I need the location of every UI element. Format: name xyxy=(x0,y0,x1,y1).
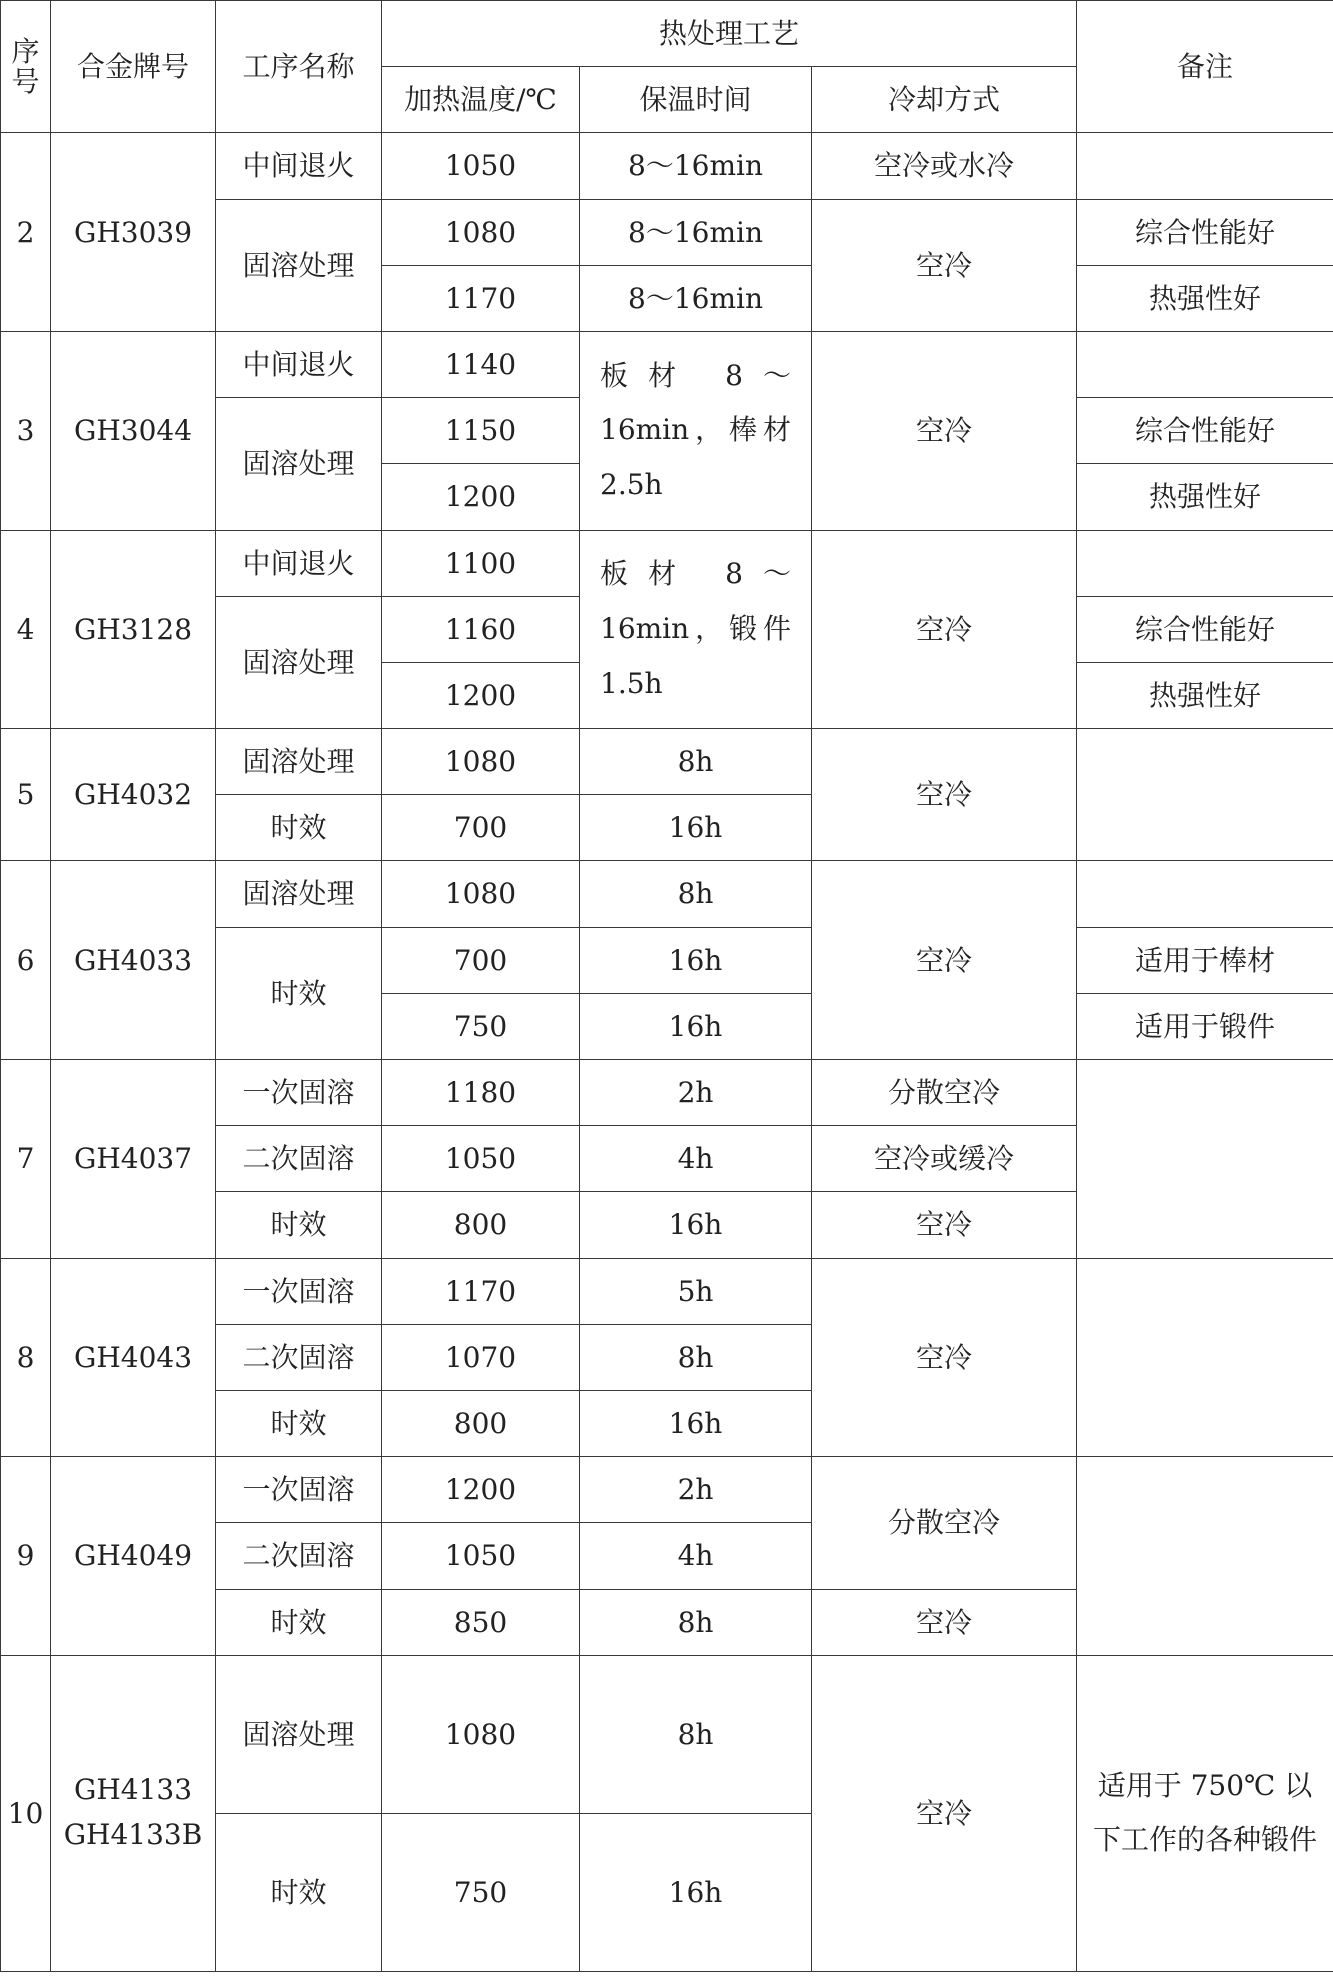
temp-cell: 1080 xyxy=(382,729,580,795)
cooling-cell: 空冷 xyxy=(812,861,1077,1060)
header-heat-treatment: 热处理工艺 xyxy=(382,1,1077,67)
table-row xyxy=(1,1060,1333,1126)
hold-cell: 8～16min xyxy=(580,265,812,331)
remark-cell xyxy=(1077,861,1333,927)
cooling-cell: 分散空冷 xyxy=(812,1457,1077,1589)
hold-cell: 2h xyxy=(580,1457,812,1523)
alloy-cell: GH4037 xyxy=(51,1060,216,1259)
cooling-cell: 空冷 xyxy=(812,1192,1077,1258)
temp-cell: 750 xyxy=(382,993,580,1059)
process-cell: 中间退火 xyxy=(216,331,382,397)
header-alloy: 合金牌号 xyxy=(51,1,216,133)
header-process: 工序名称 xyxy=(216,1,382,133)
hold-cell: 8～16min xyxy=(580,199,812,265)
remark-cell xyxy=(1077,1258,1333,1457)
temp-cell: 700 xyxy=(382,927,580,993)
process-cell: 固溶处理 xyxy=(216,1655,382,1813)
process-cell: 时效 xyxy=(216,1813,382,1971)
cooling-cell: 空冷 xyxy=(812,1655,1077,1971)
remark-cell: 适用于锻件 xyxy=(1077,993,1333,1059)
seq-cell: 4 xyxy=(1,530,51,729)
seq-cell: 8 xyxy=(1,1258,51,1457)
remark-cell xyxy=(1077,729,1333,861)
header-hold-time: 保温时间 xyxy=(580,67,812,133)
remark-cell: 综合性能好 xyxy=(1077,199,1333,265)
temp-cell: 850 xyxy=(382,1589,580,1655)
header-temperature: 加热温度/℃ xyxy=(382,67,580,133)
header-seq: 序号 xyxy=(1,1,51,133)
seq-cell: 9 xyxy=(1,1457,51,1656)
hold-cell: 板材 8～16min，棒材 2.5h xyxy=(580,331,812,530)
temp-cell: 1050 xyxy=(382,1126,580,1192)
alloy-cell: GH3128 xyxy=(51,530,216,729)
cooling-cell: 空冷 xyxy=(812,729,1077,861)
alloy-name-2: GH4133B xyxy=(63,1818,203,1852)
temp-cell: 1170 xyxy=(382,1258,580,1324)
hold-cell: 16h xyxy=(580,795,812,861)
cooling-cell: 空冷 xyxy=(812,199,1077,331)
remark-cell: 热强性好 xyxy=(1077,662,1333,728)
process-cell: 时效 xyxy=(216,795,382,861)
seq-cell: 6 xyxy=(1,861,51,1060)
cooling-cell: 空冷或缓冷 xyxy=(812,1126,1077,1192)
process-cell: 中间退火 xyxy=(216,133,382,199)
alloy-cell: GH3039 xyxy=(51,133,216,332)
table-row xyxy=(1,530,1333,596)
seq-cell: 7 xyxy=(1,1060,51,1259)
hold-cell: 8h xyxy=(580,1655,812,1813)
hold-cell: 8～16min xyxy=(580,133,812,199)
hold-cell: 16h xyxy=(580,927,812,993)
temp-cell: 1070 xyxy=(382,1324,580,1390)
alloy-cell: GH4043 xyxy=(51,1258,216,1457)
alloy-cell: GH4049 xyxy=(51,1457,216,1656)
alloy-cell: GH4032 xyxy=(51,729,216,861)
remark-cell xyxy=(1077,133,1333,199)
remark-cell xyxy=(1077,530,1333,596)
temp-cell: 1180 xyxy=(382,1060,580,1126)
hold-cell: 5h xyxy=(580,1258,812,1324)
header-cooling: 冷却方式 xyxy=(812,67,1077,133)
table-row xyxy=(1,1258,1333,1324)
seq-cell: 2 xyxy=(1,133,51,332)
seq-cell: 10 xyxy=(1,1655,51,1971)
hold-cell: 16h xyxy=(580,1390,812,1456)
remark-cell: 热强性好 xyxy=(1077,265,1333,331)
process-cell: 固溶处理 xyxy=(216,596,382,728)
process-cell: 一次固溶 xyxy=(216,1457,382,1523)
process-cell: 固溶处理 xyxy=(216,729,382,795)
alloy-cell xyxy=(51,1655,216,1971)
temp-cell: 1170 xyxy=(382,265,580,331)
cooling-cell: 空冷 xyxy=(812,1258,1077,1457)
process-cell: 时效 xyxy=(216,1192,382,1258)
process-cell: 中间退火 xyxy=(216,530,382,596)
hold-cell: 8h xyxy=(580,729,812,795)
remark-cell: 综合性能好 xyxy=(1077,398,1333,464)
temp-cell: 1050 xyxy=(382,133,580,199)
temp-cell: 1200 xyxy=(382,662,580,728)
cooling-cell: 分散空冷 xyxy=(812,1060,1077,1126)
table-row xyxy=(1,729,1333,795)
alloy-name-1: GH4133 xyxy=(73,1773,193,1807)
temp-cell: 1100 xyxy=(382,530,580,596)
temp-cell: 700 xyxy=(382,795,580,861)
hold-cell: 16h xyxy=(580,1813,812,1971)
cooling-cell: 空冷 xyxy=(812,530,1077,729)
temp-cell: 800 xyxy=(382,1192,580,1258)
alloy-cell: GH3044 xyxy=(51,331,216,530)
process-cell: 时效 xyxy=(216,927,382,1059)
hold-cell: 8h xyxy=(580,1589,812,1655)
process-cell: 二次固溶 xyxy=(216,1523,382,1589)
process-cell: 时效 xyxy=(216,1390,382,1456)
process-cell: 一次固溶 xyxy=(216,1258,382,1324)
temp-cell: 1050 xyxy=(382,1523,580,1589)
hold-cell: 8h xyxy=(580,1324,812,1390)
hold-cell: 8h xyxy=(580,861,812,927)
seq-cell: 5 xyxy=(1,729,51,861)
cooling-cell: 空冷 xyxy=(812,331,1077,530)
hold-cell: 2h xyxy=(580,1060,812,1126)
table-row xyxy=(1,331,1333,397)
temp-cell: 750 xyxy=(382,1813,580,1971)
temp-cell: 1200 xyxy=(382,1457,580,1523)
process-cell: 二次固溶 xyxy=(216,1324,382,1390)
hold-cell: 4h xyxy=(580,1523,812,1589)
remark-cell: 适用于棒材 xyxy=(1077,927,1333,993)
remark-cell: 适用于 750℃ 以下工作的各种锻件 xyxy=(1077,1655,1333,1971)
alloy-cell: GH4033 xyxy=(51,861,216,1060)
hold-cell: 16h xyxy=(580,993,812,1059)
remark-cell xyxy=(1077,1060,1333,1259)
temp-cell: 1080 xyxy=(382,199,580,265)
seq-cell: 3 xyxy=(1,331,51,530)
process-cell: 时效 xyxy=(216,1589,382,1655)
process-cell: 固溶处理 xyxy=(216,398,382,530)
temp-cell: 1150 xyxy=(382,398,580,464)
temp-cell: 800 xyxy=(382,1390,580,1456)
process-cell: 固溶处理 xyxy=(216,199,382,331)
cooling-cell: 空冷 xyxy=(812,1589,1077,1655)
remark-cell: 综合性能好 xyxy=(1077,596,1333,662)
process-cell: 二次固溶 xyxy=(216,1126,382,1192)
temp-cell: 1200 xyxy=(382,464,580,530)
process-cell: 固溶处理 xyxy=(216,861,382,927)
table-row xyxy=(1,133,1333,199)
temp-cell: 1080 xyxy=(382,861,580,927)
process-cell: 一次固溶 xyxy=(216,1060,382,1126)
table-row xyxy=(1,1457,1333,1523)
hold-cell: 4h xyxy=(580,1126,812,1192)
remark-cell: 热强性好 xyxy=(1077,464,1333,530)
table-row xyxy=(1,1655,1333,1813)
temp-cell: 1160 xyxy=(382,596,580,662)
header-remark: 备注 xyxy=(1077,1,1333,133)
remark-cell xyxy=(1077,331,1333,397)
table-row xyxy=(1,861,1333,927)
remark-cell xyxy=(1077,1457,1333,1656)
temp-cell: 1080 xyxy=(382,1655,580,1813)
hold-cell: 板材 8～16min，锻件 1.5h xyxy=(580,530,812,729)
temp-cell: 1140 xyxy=(382,331,580,397)
cooling-cell: 空冷或水冷 xyxy=(812,133,1077,199)
hold-cell: 16h xyxy=(580,1192,812,1258)
